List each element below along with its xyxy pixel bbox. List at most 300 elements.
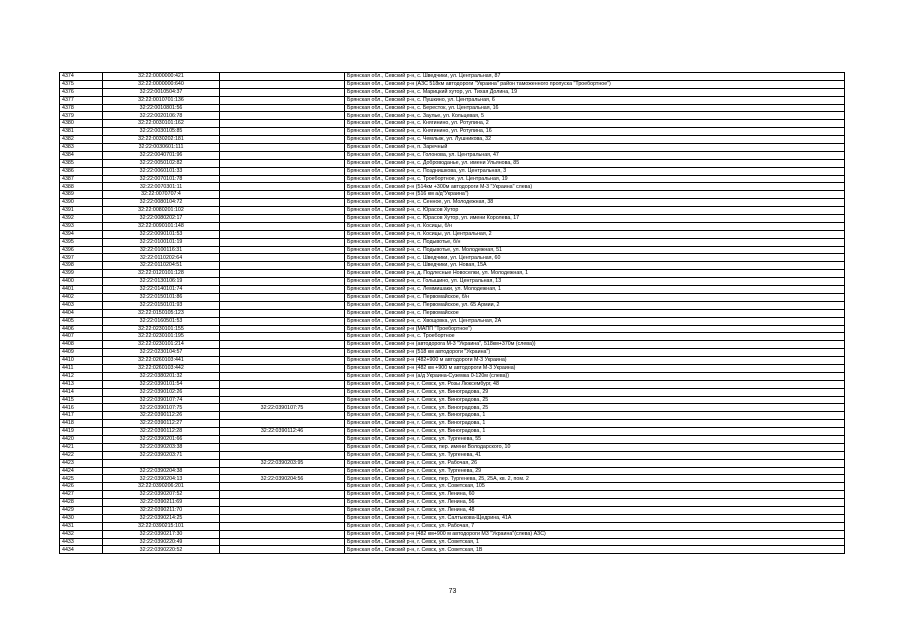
address-cell: Брянская обл., Севский р-н, г. Севск, ул. Розы Люксембург, 48 xyxy=(345,380,845,388)
address-cell: Брянская обл., Севский р-н, с. Голонова, ул. Центральная, 47 xyxy=(345,151,845,159)
cadastral-number-cell: 32:22:0010701:136 xyxy=(103,96,220,104)
table-row xyxy=(60,475,845,483)
address-cell: Брянская обл., Севский р-н, г. Севск, ул. Советская, 1В xyxy=(345,546,845,554)
table-row xyxy=(60,451,845,459)
related-cadastral-cell xyxy=(220,506,345,514)
address-cell: Брянская обл., Севский р-н, г. Севск, ул. Ленина, 56 xyxy=(345,499,845,507)
row-number-cell: 4374 xyxy=(60,73,103,81)
cadastral-number-cell: 32:22:0390201:66 xyxy=(103,435,220,443)
address-cell: Брянская обл., Севский р-н, г. Севск, ул. Салтыкова-Щедрина, 41А xyxy=(345,514,845,522)
row-number-cell: 4413 xyxy=(60,380,103,388)
related-cadastral-cell xyxy=(220,215,345,223)
address-cell: Брянская обл., Севский р-н, с. Первомайское xyxy=(345,309,845,317)
table-row xyxy=(60,491,845,499)
address-cell: Брянская обл., Севский р-н, г. Севск, ул. Ленина, 48 xyxy=(345,506,845,514)
row-number-cell: 4381 xyxy=(60,128,103,136)
row-number-cell: 4408 xyxy=(60,341,103,349)
cadastral-number-cell: 32:22:0150101:93 xyxy=(103,301,220,309)
cadastral-number-cell: 32:22:0080104:72 xyxy=(103,199,220,207)
row-number-cell: 4402 xyxy=(60,293,103,301)
row-number-cell: 4394 xyxy=(60,230,103,238)
cadastral-number-cell: 32:22:0260103:442 xyxy=(103,364,220,372)
cadastral-number-cell: 32:22:0390217:30 xyxy=(103,530,220,538)
table-row xyxy=(60,293,845,301)
cadastral-number-cell: 32:22:0020106:78 xyxy=(103,112,220,120)
cadastral-number-cell: 32:22:0030105:85 xyxy=(103,128,220,136)
related-cadastral-cell xyxy=(220,293,345,301)
cadastral-number-cell: 32:22:0390203:38 xyxy=(103,443,220,451)
related-cadastral-cell xyxy=(220,96,345,104)
cadastral-number-cell: 32:22:0030101:162 xyxy=(103,120,220,128)
cadastral-number-cell: 32:22:0260103:441 xyxy=(103,357,220,365)
related-cadastral-cell xyxy=(220,499,345,507)
row-number-cell: 4376 xyxy=(60,88,103,96)
related-cadastral-cell: 32:22:0390107:75 xyxy=(220,404,345,412)
related-cadastral-cell xyxy=(220,546,345,554)
row-number-cell: 4375 xyxy=(60,80,103,88)
address-cell: Брянская обл., Севский р-н (514км +300м автодороги М-3 "Украина" слева) xyxy=(345,183,845,191)
table-row xyxy=(60,404,845,412)
address-cell: Брянская обл., Севский р-н (АЗС 518км автодороги "Украина" район таможенного пропуска "Троебортное") xyxy=(345,80,845,88)
address-cell: Брянская обл., Севский р-н, с. Чемлыж, ул. Лушникова, 32 xyxy=(345,136,845,144)
related-cadastral-cell xyxy=(220,412,345,420)
related-cadastral-cell xyxy=(220,491,345,499)
address-cell: Брянская обл., Севский р-н (автодорога М-3 "Украина", 518км+370м (слева)) xyxy=(345,341,845,349)
row-number-cell: 4425 xyxy=(60,475,103,483)
related-cadastral-cell xyxy=(220,222,345,230)
row-number-cell: 4412 xyxy=(60,372,103,380)
cadastral-number-cell: 32:22:0130106:19 xyxy=(103,278,220,286)
address-cell: Брянская обл., Севский р-н, с. Подывотье, б/н xyxy=(345,238,845,246)
cadastral-number-cell: 32:22:0110204:51 xyxy=(103,262,220,270)
related-cadastral-cell xyxy=(220,88,345,96)
address-cell: Брянская обл., Севский р-н, г. Севск, ул. Виноградова, 1 xyxy=(345,420,845,428)
address-cell: Брянская обл., Севский р-н, с. Хвощовка, ул. Центральная, 2А xyxy=(345,317,845,325)
address-cell: Брянская обл., Севский р-н, с. Марицкий хутор, ул. Тихая Долина, 19 xyxy=(345,88,845,96)
row-number-cell: 4383 xyxy=(60,144,103,152)
row-number-cell: 4415 xyxy=(60,396,103,404)
related-cadastral-cell: 32:22:0390203:95 xyxy=(220,459,345,467)
related-cadastral-cell xyxy=(220,167,345,175)
row-number-cell: 4406 xyxy=(60,325,103,333)
related-cadastral-cell xyxy=(220,301,345,309)
table-row xyxy=(60,380,845,388)
table-row xyxy=(60,530,845,538)
table-row xyxy=(60,372,845,380)
row-number-cell: 4422 xyxy=(60,451,103,459)
table-row xyxy=(60,514,845,522)
cadastral-number-cell: 32:22:0100101:19 xyxy=(103,238,220,246)
cadastral-number-cell: 32:22:0070707:4 xyxy=(103,191,220,199)
related-cadastral-cell xyxy=(220,388,345,396)
address-cell: Брянская обл., Севский р-н, с. Бересток, ул. Центральная, 16 xyxy=(345,104,845,112)
address-cell: Брянская обл., Севский р-н (а/д Украина-Суземка 0-120м (слева)) xyxy=(345,372,845,380)
related-cadastral-cell xyxy=(220,112,345,120)
address-cell: Брянская обл., Севский р-н, с. Шведчики, ул. Новая, 15А xyxy=(345,262,845,270)
row-number-cell: 4397 xyxy=(60,254,103,262)
row-number-cell: 4401 xyxy=(60,286,103,294)
table-row xyxy=(60,435,845,443)
related-cadastral-cell xyxy=(220,341,345,349)
data-table xyxy=(59,72,845,554)
table-row xyxy=(60,420,845,428)
row-number-cell: 4389 xyxy=(60,191,103,199)
table-row xyxy=(60,80,845,88)
related-cadastral-cell xyxy=(220,136,345,144)
row-number-cell: 4398 xyxy=(60,262,103,270)
cadastral-number-cell: 32:22:0150101:86 xyxy=(103,293,220,301)
table-row xyxy=(60,238,845,246)
cadastral-number-cell: 32:22:0390112:27 xyxy=(103,420,220,428)
cadastral-number-cell: 32:22:0390204:13 xyxy=(103,475,220,483)
row-number-cell: 4428 xyxy=(60,499,103,507)
related-cadastral-cell: 32:22:0390204:56 xyxy=(220,475,345,483)
related-cadastral-cell xyxy=(220,451,345,459)
row-number-cell: 4390 xyxy=(60,199,103,207)
cadastral-number-cell: 32:22:0070101:78 xyxy=(103,175,220,183)
address-cell: Брянская обл., Севский р-н, г. Севск, ул. Советская, 1 xyxy=(345,538,845,546)
cadastral-number-cell: 32:22:0390215:101 xyxy=(103,522,220,530)
table-row xyxy=(60,159,845,167)
row-number-cell: 4404 xyxy=(60,309,103,317)
table-row xyxy=(60,128,845,136)
table-row xyxy=(60,538,845,546)
table-row xyxy=(60,499,845,507)
cadastral-number-cell: 32:22:0390214:25 xyxy=(103,514,220,522)
row-number-cell: 4403 xyxy=(60,301,103,309)
row-number-cell: 4429 xyxy=(60,506,103,514)
row-number-cell: 4382 xyxy=(60,136,103,144)
table-row xyxy=(60,262,845,270)
table-row xyxy=(60,443,845,451)
related-cadastral-cell xyxy=(220,309,345,317)
cadastral-number-cell: 32:22:0390220:52 xyxy=(103,546,220,554)
row-number-cell: 4405 xyxy=(60,317,103,325)
table-row xyxy=(60,73,845,81)
cadastral-number-cell: 32:22:0120101:128 xyxy=(103,270,220,278)
table-row xyxy=(60,333,845,341)
cadastral-number-cell: 32:22:0000000:421 xyxy=(103,73,220,81)
cadastral-number-cell: 32:22:0390107:74 xyxy=(103,396,220,404)
row-number-cell: 4414 xyxy=(60,388,103,396)
table-row xyxy=(60,222,845,230)
cadastral-number-cell: 32:22:0040701:96 xyxy=(103,151,220,159)
table-row xyxy=(60,254,845,262)
address-cell: Брянская обл., Севский р-н, с. Леммишаки, ул. Молодежная, 1 xyxy=(345,286,845,294)
table-row xyxy=(60,167,845,175)
table-row xyxy=(60,364,845,372)
address-cell: Брянская обл., Севский р-н, г. Севск, ул. Рабочая, 7 xyxy=(345,522,845,530)
related-cadastral-cell xyxy=(220,270,345,278)
address-cell: Брянская обл., Севский р-н, с. Сенное, ул. Молодежная, 38 xyxy=(345,199,845,207)
address-cell: Брянская обл., Севский р-н (516 км а/д"Украина") xyxy=(345,191,845,199)
related-cadastral-cell xyxy=(220,325,345,333)
related-cadastral-cell xyxy=(220,420,345,428)
address-cell: Брянская обл., Севский р-н, г. Севск, ул. Виноградова, 1 xyxy=(345,428,845,436)
address-cell: Брянская обл., Севский р-н, с. Позднишкова, ул. Центральная, 3 xyxy=(345,167,845,175)
cadastral-number-cell: 32:22:0070301:11 xyxy=(103,183,220,191)
table-row xyxy=(60,349,845,357)
cadastral-number-cell: 32:22:0390101:54 xyxy=(103,380,220,388)
related-cadastral-cell xyxy=(220,238,345,246)
cadastral-number-cell: 32:22:0030202:181 xyxy=(103,136,220,144)
related-cadastral-cell xyxy=(220,207,345,215)
related-cadastral-cell xyxy=(220,246,345,254)
related-cadastral-cell xyxy=(220,435,345,443)
related-cadastral-cell xyxy=(220,317,345,325)
table-row xyxy=(60,546,845,554)
cadastral-number-cell: 32:22:0390207:52 xyxy=(103,491,220,499)
related-cadastral-cell xyxy=(220,104,345,112)
address-cell: Брянская обл., Севский р-н, с. Троебортное, ул. Центральная, 19 xyxy=(345,175,845,183)
table-row xyxy=(60,412,845,420)
cadastral-number-cell: 32:22:0230101:214 xyxy=(103,341,220,349)
table-row xyxy=(60,357,845,365)
address-cell: Брянская обл., Севский р-н, с. Юрасов Хутор, ул. имени Королева, 17 xyxy=(345,215,845,223)
related-cadastral-cell xyxy=(220,333,345,341)
address-cell: Брянская обл., Севский р-н (482 км+900 м автодороги М3 "Украина"(слева) АЗС) xyxy=(345,530,845,538)
cadastral-number-cell: 32:22:0140101:74 xyxy=(103,286,220,294)
related-cadastral-cell xyxy=(220,396,345,404)
cadastral-number-cell: 32:22:0080202:17 xyxy=(103,215,220,223)
cadastral-number-cell: 32:22:0390211:70 xyxy=(103,506,220,514)
related-cadastral-cell xyxy=(220,522,345,530)
table-row xyxy=(60,230,845,238)
related-cadastral-cell xyxy=(220,538,345,546)
related-cadastral-cell xyxy=(220,443,345,451)
address-cell: Брянская обл., Севский р-н, с. Княгинино, ул. Ротупина, 2 xyxy=(345,120,845,128)
address-cell: Брянская обл., Севский р-н, п. Косицы, б/н xyxy=(345,222,845,230)
table-row xyxy=(60,191,845,199)
table-row xyxy=(60,120,845,128)
cadastral-number-cell: 32:22:0390206:201 xyxy=(103,483,220,491)
address-cell: Брянская обл., Севский р-н, г. Севск, ул. Виноградова, 1 xyxy=(345,412,845,420)
related-cadastral-cell xyxy=(220,530,345,538)
cadastral-number-cell: 32:22:0010801:56 xyxy=(103,104,220,112)
row-number-cell: 4407 xyxy=(60,333,103,341)
row-number-cell: 4378 xyxy=(60,104,103,112)
address-cell: Брянская обл., Севский р-н, с. Юрасов Хутор xyxy=(345,207,845,215)
table-row xyxy=(60,309,845,317)
address-cell: Брянская обл., Севский р-н, г. Севск, ул. Рабочая, 26 xyxy=(345,459,845,467)
address-cell: Брянская обл., Севский р-н, п. Заречный xyxy=(345,144,845,152)
row-number-cell: 4421 xyxy=(60,443,103,451)
address-cell: Брянская обл., Севский р-н, с. Первомайское, ул. 65 Армии, 2 xyxy=(345,301,845,309)
cadastral-number-cell: 32:22:0230104:57 xyxy=(103,349,220,357)
table-row xyxy=(60,199,845,207)
table-row xyxy=(60,301,845,309)
row-number-cell: 4411 xyxy=(60,364,103,372)
table-row xyxy=(60,151,845,159)
address-cell: Брянская обл., Севский р-н, с. Доброводанье, ул. имени Ульянова, 85 xyxy=(345,159,845,167)
table-row xyxy=(60,175,845,183)
cadastral-number-cell: 32:22:0090101:53 xyxy=(103,230,220,238)
related-cadastral-cell xyxy=(220,191,345,199)
related-cadastral-cell xyxy=(220,144,345,152)
address-cell: Брянская обл., Севский р-н, г. Севск, ул. Советская, 105 xyxy=(345,483,845,491)
table-row xyxy=(60,270,845,278)
related-cadastral-cell xyxy=(220,159,345,167)
row-number-cell: 4417 xyxy=(60,412,103,420)
cadastral-number-cell: 32:22:0230101:195 xyxy=(103,333,220,341)
related-cadastral-cell: 32:22:0390112:46 xyxy=(220,428,345,436)
table-row xyxy=(60,428,845,436)
table-row xyxy=(60,278,845,286)
address-cell: Брянская обл., Севский р-н, с. Первомайское, б/н xyxy=(345,293,845,301)
address-cell: Брянская обл., Севский р-н, п. Косицы, ул. Центральная, 2 xyxy=(345,230,845,238)
cadastral-number-cell: 32:22:0390112:28 xyxy=(103,428,220,436)
related-cadastral-cell xyxy=(220,349,345,357)
cadastral-number-cell: 32:22:0230101:155 xyxy=(103,325,220,333)
address-cell: Брянская обл., Севский р-н, с. Подывотье, ул. Молодежная, 51 xyxy=(345,246,845,254)
cadastral-number-cell: 32:22:0390220:49 xyxy=(103,538,220,546)
table-row xyxy=(60,144,845,152)
table-body xyxy=(60,73,845,554)
cadastral-number-cell: 32:22:0060101:33 xyxy=(103,167,220,175)
address-cell: Брянская обл., Севский р-н, г. Севск, ул. Виноградова, 29 xyxy=(345,388,845,396)
cadastral-number-cell: 32:22:0090101:148 xyxy=(103,222,220,230)
related-cadastral-cell xyxy=(220,199,345,207)
cadastral-number-cell: 32:22:0380201:32 xyxy=(103,372,220,380)
address-cell: Брянская обл., Севский р-н (518 км автодороги "Украина") xyxy=(345,349,845,357)
cadastral-number-cell: 32:22:0390102:26 xyxy=(103,388,220,396)
table-row xyxy=(60,136,845,144)
related-cadastral-cell xyxy=(220,175,345,183)
cadastral-number-cell: 32:22:0110202:64 xyxy=(103,254,220,262)
row-number-cell: 4430 xyxy=(60,514,103,522)
related-cadastral-cell xyxy=(220,183,345,191)
related-cadastral-cell xyxy=(220,262,345,270)
related-cadastral-cell xyxy=(220,380,345,388)
row-number-cell: 4423 xyxy=(60,459,103,467)
cadastral-number-cell: 32:22:0030601:111 xyxy=(103,144,220,152)
table-row xyxy=(60,112,845,120)
cadastral-number-cell: 32:22:0390107:75 xyxy=(103,404,220,412)
address-cell: Брянская обл., Севский р-н, с. Заулье, ул. Кольцевая, 5 xyxy=(345,112,845,120)
related-cadastral-cell xyxy=(220,364,345,372)
row-number-cell: 4418 xyxy=(60,420,103,428)
table-row xyxy=(60,286,845,294)
row-number-cell: 4396 xyxy=(60,246,103,254)
row-number-cell: 4400 xyxy=(60,278,103,286)
cadastral-number-cell: 32:22:0160501:53 xyxy=(103,317,220,325)
row-number-cell: 4427 xyxy=(60,491,103,499)
row-number-cell: 4416 xyxy=(60,404,103,412)
cadastral-number-cell: 32:22:0080201:102 xyxy=(103,207,220,215)
address-cell: Брянская обл., Севский р-н, г. Севск, ул. Тургенева, 55 xyxy=(345,435,845,443)
address-cell: Брянская обл., Севский р-н, г. Севск, ул. Тургенева, 41 xyxy=(345,451,845,459)
cadastral-number-cell: 32:22:0000000:640 xyxy=(103,80,220,88)
address-cell: Брянская обл., Севский р-н, г. Севск, пер. Тургенева, 25, 25А, кв. 2, пом. 2 xyxy=(345,475,845,483)
table-row xyxy=(60,96,845,104)
cadastral-number-cell: 32:22:0150105:123 xyxy=(103,309,220,317)
table-row xyxy=(60,104,845,112)
address-cell: Брянская обл., Севский р-н, с. Голышино, ул. Центральная, 13 xyxy=(345,278,845,286)
table-row xyxy=(60,506,845,514)
address-cell: Брянская обл., Севский р-н, д. Подлесные Новоселки, ул. Молодежная, 1 xyxy=(345,270,845,278)
related-cadastral-cell xyxy=(220,230,345,238)
row-number-cell: 4395 xyxy=(60,238,103,246)
row-number-cell: 4419 xyxy=(60,428,103,436)
related-cadastral-cell xyxy=(220,467,345,475)
row-number-cell: 4387 xyxy=(60,175,103,183)
table-row xyxy=(60,325,845,333)
related-cadastral-cell xyxy=(220,286,345,294)
related-cadastral-cell xyxy=(220,120,345,128)
related-cadastral-cell xyxy=(220,514,345,522)
cadastral-number-cell: 32:22:0390204:38 xyxy=(103,467,220,475)
table-row xyxy=(60,388,845,396)
address-cell: Брянская обл., Севский р-н, с. Троебортное xyxy=(345,333,845,341)
page-number: 73 xyxy=(448,588,457,595)
address-cell: Брянская обл., Севский р-н (МАПП "Троебортное") xyxy=(345,325,845,333)
related-cadastral-cell xyxy=(220,357,345,365)
related-cadastral-cell xyxy=(220,80,345,88)
address-cell: Брянская обл., Севский р-н, г. Севск, ул. Тургенева, 29 xyxy=(345,467,845,475)
row-number-cell: 4386 xyxy=(60,167,103,175)
table-row xyxy=(60,207,845,215)
address-cell: Брянская обл., Севский р-н, г. Севск, ул. Виноградова, 25 xyxy=(345,404,845,412)
related-cadastral-cell xyxy=(220,278,345,286)
address-cell: Брянская обл., Севский р-н, г. Севск, ул. Виноградова, 25 xyxy=(345,396,845,404)
row-number-cell: 4434 xyxy=(60,546,103,554)
cadastral-number-cell: 32:22:0390203:71 xyxy=(103,451,220,459)
row-number-cell: 4385 xyxy=(60,159,103,167)
table-row xyxy=(60,246,845,254)
cadastral-number-cell: 32:22:0010504:37 xyxy=(103,88,220,96)
address-cell: Брянская обл., Севский р-н, г. Севск, ул. Ленина, 60 xyxy=(345,491,845,499)
table-row xyxy=(60,396,845,404)
cadastral-number-cell: 32:22:0390211:69 xyxy=(103,499,220,507)
row-number-cell: 4391 xyxy=(60,207,103,215)
cadastral-number-cell: 32:22:0100116:31 xyxy=(103,246,220,254)
table-row xyxy=(60,215,845,223)
address-cell: Брянская обл., Севский р-н, с. Шведчики, ул. Центральная, 60 xyxy=(345,254,845,262)
related-cadastral-cell xyxy=(220,254,345,262)
row-number-cell: 4392 xyxy=(60,215,103,223)
row-number-cell: 4379 xyxy=(60,112,103,120)
related-cadastral-cell xyxy=(220,73,345,81)
address-cell: Брянская обл., Севский р-н (482 км +900 м автодороги М-3 Украина) xyxy=(345,364,845,372)
cadastral-number-cell xyxy=(103,459,220,467)
row-number-cell: 4424 xyxy=(60,467,103,475)
row-number-cell: 4384 xyxy=(60,151,103,159)
table-row xyxy=(60,88,845,96)
cadastral-number-cell: 32:22:0390112:26 xyxy=(103,412,220,420)
row-number-cell: 4420 xyxy=(60,435,103,443)
row-number-cell: 4431 xyxy=(60,522,103,530)
related-cadastral-cell xyxy=(220,372,345,380)
address-cell: Брянская обл., Севский р-н, с. Пушкино, ул. Центральная, 6 xyxy=(345,96,845,104)
row-number-cell: 4399 xyxy=(60,270,103,278)
row-number-cell: 4432 xyxy=(60,530,103,538)
related-cadastral-cell xyxy=(220,483,345,491)
related-cadastral-cell xyxy=(220,128,345,136)
row-number-cell: 4380 xyxy=(60,120,103,128)
table-row xyxy=(60,467,845,475)
address-cell: Брянская обл., Севский р-н, г. Севск, пер. имени Володарского, 10 xyxy=(345,443,845,451)
row-number-cell: 4388 xyxy=(60,183,103,191)
address-cell: Брянская обл., Севский р-н, с. Шведчики, ул. Центральная, 87 xyxy=(345,73,845,81)
row-number-cell: 4410 xyxy=(60,357,103,365)
row-number-cell: 4409 xyxy=(60,349,103,357)
table-row xyxy=(60,183,845,191)
table-row xyxy=(60,459,845,467)
address-cell: Брянская обл., Севский р-н (482+900 м автодороги М-3 Украина) xyxy=(345,357,845,365)
table-row xyxy=(60,483,845,491)
row-number-cell: 4377 xyxy=(60,96,103,104)
table-row xyxy=(60,522,845,530)
